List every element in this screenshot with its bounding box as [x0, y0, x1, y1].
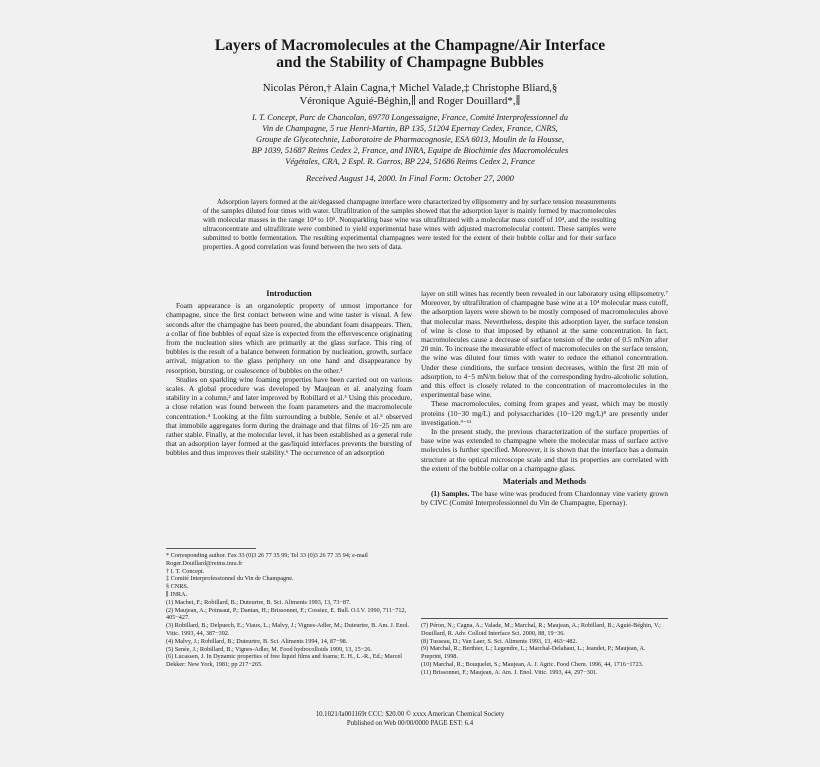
- right-column: [421, 289, 668, 508]
- reference: (3) Robillard, B.; Delpuech, E.; Viaux, L.; Malvy, J.; Vignes-Adler, M.; Duteurtre, B. Am. J. Enol. Vitic. 1993, 44, 387−392.: [166, 622, 410, 637]
- samples-label: (1) Samples.: [431, 489, 470, 499]
- footnote: ∥ INRA.: [166, 590, 188, 598]
- footnote: ‡ Comité Interprofessionnel du Vin de Champagne.: [166, 575, 294, 583]
- page-footer: [220, 710, 600, 728]
- title-line: and the Stability of Champagne Bubbles: [276, 54, 544, 71]
- reference: (7) Péron, N.; Cagna, A.; Valade, M.; Marchal, R.; Maujean, A.; Robillard, B.; Aguié-Béghin, V.; Douillard, R. Adv. Colloid Interface Sci. 2000, 88, 19−36.: [421, 622, 661, 637]
- affiliation-line: Vin de Champagne, 5 rue Henri-Martin, BP 135, 51204 Epernay Cedex, France, CNRS,: [262, 124, 558, 133]
- reference: (11) Brissonnet, F.; Maujean, A. Am. J. Enol. Vitic. 1993, 44, 297−301.: [421, 668, 598, 676]
- affiliation-line: Végétales, CRA, 2 Espl. R. Garros, BP 224, 51686 Reims Cedex 2, France: [285, 157, 535, 166]
- body-paragraph: Foam appearance is an organoleptic property of utmost importance for champagne, since the first contact between wine and wine taster is visual. A few seconds after the champagne has been poured, the abundant foam disappears. Then, a collar of fine bubbles of equal size is expected from the effervescence originating from the nucleation sites which are primarily at the glass surface. This ring of bubbles is the result of a balance between formation by nucleation, growth, surface arrival, migration to the glass periphery on one hand and disappearance by resorption, bursting, or coalescence of bubbles on the other.¹: [166, 301, 412, 375]
- paper-title: [150, 37, 670, 71]
- reference: (5) Senée, J.; Robillard, B.; Vignes-Adler, M. Food hydrocolloids 1999, 13, 15−26.: [166, 645, 372, 653]
- reference: (1) Machet, F.; Robillard, B.; Duteurtre, B. Sci. Aliments 1993, 13, 73−87.: [166, 598, 351, 606]
- section-heading-introduction: Introduction: [266, 289, 312, 298]
- right-footnotes: [421, 622, 668, 677]
- body-paragraph: Studies on sparkling wine foaming properties have been carried out on various scales. A global procedure was developed by Maujean et al. analyzing foam stability in a column,² and later improved by Robillard et al.³ Using this procedure, a close relation was found between the foam parameters and the macromolecule concentration.⁴ Looking at the film surrounding a bubble, Senée et al.⁵ observed that immobile aggregates form during the drainage and that films of 16−25 nm are rather stable. Finally, at the molecular level, it has been established as a general rule that an adsorption layer formed at the gas/liquid interfaces prevents the bursting of bubbles and thus improves their stability.⁶ The occurrence of an adsorption: [166, 374, 412, 458]
- footnote: § CNRS.: [166, 583, 189, 591]
- abstract-text: Adsorption layers formed at the air/degassed champagne interface were characterized by ellipsometry and by surface tension measurements of the samples diluted four times with water. Ultrafiltration of the samples showed that the adsorption layer is mainly formed by macromolecules with molecular masses in the range 10⁴ to 10⁵. Nonsparkling base wine was ultrafiltrated with a molecular mass cutoff of 10⁴, and the resulting ultraconcentrate and ultrafiltrate were combined to yield experimental base wines with adjusted macromolecular content. These samples were submitted to bottle fermentation. The resulting experimental champagnes were tested for the extent of their bubble collar and for their surface properties. A good correlation was found between the two sets of data.: [203, 198, 616, 251]
- author-list: [190, 82, 630, 108]
- left-column: [166, 288, 412, 458]
- reference: (8) Tusseau, D.; Van Laer, S. Sci. Aliments 1993, 13, 463−482.: [421, 637, 578, 645]
- footnote: * Corresponding author. Fax 33 (0)3 26 77 35 99; Tel 33 (0)3 26 77 35 94; e-mail Roger.Douillard@reims.inra.fr: [166, 552, 368, 567]
- affiliation-line: Groupe de Glycotechnie, Laboratoire de Pharmacognosie, ESA 6013, Moulin de la Housse,: [256, 135, 564, 144]
- publication-line: Published on Web 00/00/0000 PAGE EST: 6.4: [346, 720, 474, 727]
- body-paragraph: These macromolecules, coming from grapes and yeast, which may be mostly proteins (10−30 mg/L) and polysaccharides (10−120 mg/L)⁸ are presently under investigation.⁹⁻¹¹: [421, 399, 668, 427]
- reference: (6) Lucassen, J. In Dynamic properties of free liquid films and foams; E. H., L.-R., Ed.; Marcel Dekker: New York, 1981; pp 217−265.: [166, 653, 402, 669]
- footnote-divider: [421, 618, 668, 619]
- doi-line: 10.1021/la001169t CCC: $20.00 © xxxx American Chemical Society: [315, 711, 505, 718]
- authors-line: Nicolas Péron,† Alain Cagna,† Michel Valade,‡ Christophe Bliard,§: [262, 82, 558, 94]
- samples-paragraph: [421, 489, 668, 507]
- reference: (9) Marchal, R.; Berthier, L.; Legendre, L.; Marchal-Delahaut, L.; Jeandet, P.; Maujean, A. Preprint, 1998.: [421, 645, 646, 661]
- affiliation-line: BP 1039, 51687 Reims Cedex 2, France, and INRA, Equipe de Biochimie des Macromolécules: [251, 146, 569, 155]
- affiliation-line: I. T. Concept, Parc de Chancolan, 69770 Longessaigne, France, Comité Interprofessionnel du: [252, 113, 568, 122]
- footnote-divider: [166, 548, 256, 549]
- authors-line: Véronique Aguié-Béghin,∥ and Roger Douillard*,∥: [299, 95, 521, 107]
- section-heading-materials-methods: Materials and Methods: [502, 477, 587, 487]
- left-footnotes: [166, 552, 412, 669]
- affiliations: [200, 112, 620, 167]
- body-paragraph: layer on still wines has recently been revealed in our laboratory using ellipsometry.⁷ Moreover, by ultrafiltration of champagne base wine at a 10⁴ molecular mass cutoff, the adsorption layers were shown to be mostly composed of macromolecules above that molecular mass. Nevertheless, despite this adsorption layer, the surface tension of wine is close to that imposed by ethanol at the same concentration. In fact, macromolecules cause a decrease of surface tension of the order of 0.5 mN/m after 20 min. To increase the measurable effect of macromolecules on the surface tension, the wine was diluted four times with water to reduce the ethanol concentration. Under these conditions, the surface tension decreases, within the first 20 min of adsorption, to 4−5 mN/m below that of the corresponding hydro-alcoholic solution, and this effect is closely related to the concentration of macromolecules in the experimental base wine.: [421, 289, 668, 400]
- title-line: Layers of Macromolecules at the Champagne/Air Interface: [214, 37, 606, 54]
- samples-text: The base wine was produced from Chardonnay vine variety grown by CIVC (Comité Interprofessionnel du Vin de Champagne, Epernay).: [421, 489, 669, 508]
- reference: (2) Maujean, A.; Poinsaut, P.; Dantan, H.; Brissonnet, F.; Cossiez, E. Bull. O.I.V. 1990, 711−712, 405−427.: [166, 606, 407, 622]
- footnote: † I. T. Concept.: [166, 567, 205, 575]
- reference: (10) Marchal, R.; Bouquelet, S.; Maujean, A. J. Agric. Food Chem. 1996, 44, 1716−1723.: [421, 660, 644, 668]
- body-paragraph: In the present study, the previous characterization of the surface properties of base wine was extended to champagne where the molecular mass of surface active molecules is further specified. Moreover, it is shown that the interface has a domain structure at the optical microscope scale and that its properties are correlated with the extent of the bubble collar on a champagne glass.: [421, 427, 668, 473]
- reference: (4) Malvy, J.; Robillard, B.; Duteurtre, B. Sci. Aliments 1994, 14, 87−98.: [166, 637, 348, 645]
- received-dates: Received August 14, 2000. In Final Form: October 27, 2000: [306, 173, 514, 183]
- abstract: [203, 198, 616, 251]
